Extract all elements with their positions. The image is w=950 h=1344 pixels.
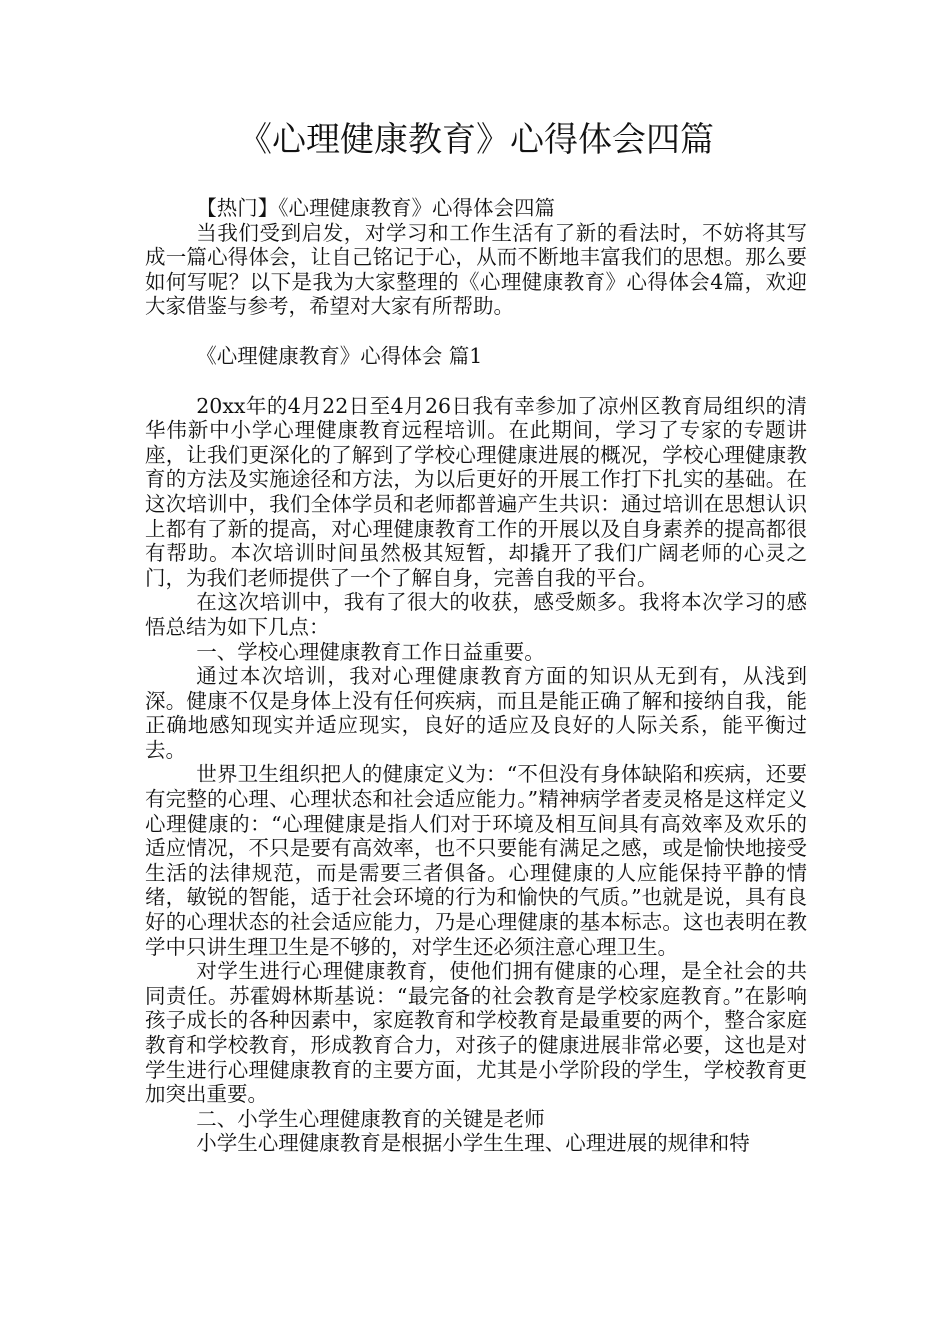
body-paragraph: 通过本次培训，我对心理健康教育方面的知识从无到有，从浅到深。健康不仅是身体上没有任何疾病，而且是能正确了解和接纳自我，能正确地感知现实并适应现实，良好的适应及良好的人际关系，能平衡过去。 xyxy=(145,664,807,762)
body-paragraph: 20xx年的4月22日至4月26日我有幸参加了凉州区教育局组织的清华伟新中小学心理健康教育远程培训。在此期间，学习了专家的专题讲座，让我们更深化的了解到了学校心理健康进展的概况，学校心理健康教育的方法及实施途径和方法，为以后更好的开展工作打下扎实的基础。在这次培训中，我们全体学员和老师都普遍产生共识：通过培训在思想认识上都有了新的提高，对心理健康教育工作的开展以及自身素养的提高都很有帮助。本次培训时间虽然极其短暂，却撬开了我们广阔老师的心灵之门，为我们老师提供了一个了解自身，完善自我的平台。 xyxy=(145,393,807,590)
spacer xyxy=(145,369,807,394)
subheading: 二、小学生心理健康教育的关键是老师 xyxy=(196,1106,545,1131)
body-paragraph: 小学生心理健康教育是根据小学生生理、心理进展的规律和特 xyxy=(196,1131,750,1156)
section-title: 《心理健康教育》心得体会 篇1 xyxy=(196,343,483,368)
body-paragraph: 在这次培训中，我有了很大的收获，感受颇多。我将本次学习的感悟总结为如下几点： xyxy=(145,590,807,639)
intro-tag: 【热门】《心理健康教育》心得体会四篇 xyxy=(196,196,555,220)
document-title: 《心理健康教育》心得体会四篇 xyxy=(238,120,714,160)
document-page xyxy=(145,118,807,1156)
body-paragraph: 对学生进行心理健康教育，使他们拥有健康的心理，是全社会的共同责任。苏霍姆林斯基说：“最完备的社会教育是学校家庭教育。”在影响孩子成长的各种因素中，家庭教育和学校教育是最重要的两个，整合家庭教育和学校教育，形成教育合力，对孩子的健康进展非常必要，这也是对学生进行心理健康教育的主要方面，尤其是小学阶段的学生，学校教育更加突出重要。 xyxy=(145,959,807,1107)
spacer xyxy=(145,319,807,344)
body-paragraph: 世界卫生组织把人的健康定义为：“不但没有身体缺陷和疾病，还要有完整的心理、心理状态和社会适应能力。”精神病学者麦灵格是这样定义心理健康的：“心理健康是指人们对于环境及相互间具有高效率及欢乐的适应情况，不只是要有高效率，也不只要能有满足之感，或是愉快地接受生活的法律规范，而是需要三者俱备。心理健康的人应能保持平静的情绪，敏锐的智能，适于社会环境的行为和愉快的气质。”也就是说，具有良好的心理状态的社会适应能力，乃是心理健康的基本标志。这也表明在教学中只讲生理卫生是不够的，对学生还必须注意心理卫生。 xyxy=(145,762,807,959)
intro-paragraph: 当我们受到启发，对学习和工作生活有了新的看法时，不妨将其写成一篇心得体会，让自己铭记于心，从而不断地丰富我们的思想。那么要如何写呢？以下是我为大家整理的《心理健康教育》心得体会4篇，欢迎大家借鉴与参考，希望对大家有所帮助。 xyxy=(145,220,807,319)
subheading: 一、学校心理健康教育工作日益重要。 xyxy=(196,639,545,664)
